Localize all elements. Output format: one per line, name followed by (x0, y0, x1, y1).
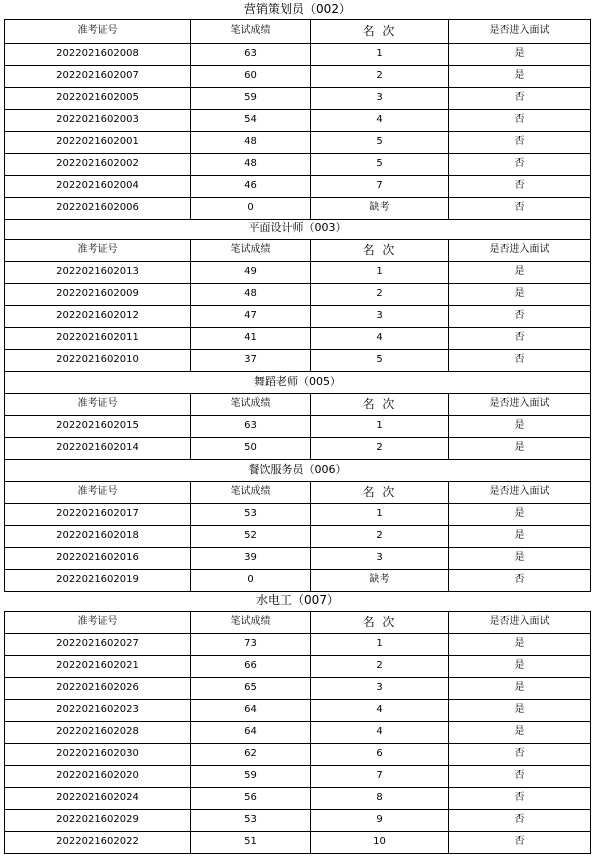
score-cell: 48 (191, 153, 311, 175)
table-row (5, 633, 591, 655)
rank-cell: 1 (311, 633, 449, 655)
table-row (5, 305, 591, 327)
rank-cell: 7 (311, 175, 449, 197)
interview-cell: 否 (449, 131, 591, 153)
rank-cell: 2 (311, 525, 449, 547)
rank-cell: 5 (311, 349, 449, 371)
table-row (5, 831, 591, 853)
score-cell: 49 (191, 261, 311, 283)
header-score: 笔试成绩 (191, 239, 311, 261)
table-header-row (5, 239, 591, 261)
header-rank: 名 次 (311, 611, 449, 633)
rank-cell: 3 (311, 87, 449, 109)
header-exam-no: 准考证号 (5, 481, 191, 503)
exam-no-cell: 2022021602028 (5, 721, 191, 743)
header-interview: 是否进入面试 (449, 239, 591, 261)
interview-cell: 否 (449, 809, 591, 831)
table-row (5, 809, 591, 831)
header-rank: 名 次 (311, 481, 449, 503)
score-cell: 51 (191, 831, 311, 853)
score-cell: 53 (191, 809, 311, 831)
exam-no-cell: 2022021602023 (5, 699, 191, 721)
rank-cell: 3 (311, 677, 449, 699)
exam-no-cell: 2022021602030 (5, 743, 191, 765)
score-cell: 66 (191, 655, 311, 677)
header-score: 笔试成绩 (191, 611, 311, 633)
exam-no-cell: 2022021602027 (5, 633, 191, 655)
table-row (5, 677, 591, 699)
exam-no-cell: 2022021602011 (5, 327, 191, 349)
score-cell: 59 (191, 765, 311, 787)
table-row (5, 327, 591, 349)
header-interview: 是否进入面试 (449, 611, 591, 633)
header-exam-no: 准考证号 (5, 19, 191, 43)
interview-cell: 是 (449, 283, 591, 305)
section-title: 水电工（007） (5, 590, 591, 611)
score-cell: 37 (191, 349, 311, 371)
results-table-catering-server (4, 459, 591, 592)
rank-cell: 5 (311, 153, 449, 175)
score-cell: 60 (191, 65, 311, 87)
exam-no-cell: 2022021602004 (5, 175, 191, 197)
interview-cell: 是 (449, 415, 591, 437)
exam-no-cell: 2022021602006 (5, 197, 191, 219)
interview-cell: 否 (449, 327, 591, 349)
exam-no-cell: 2022021602013 (5, 261, 191, 283)
header-score: 笔试成绩 (191, 19, 311, 43)
header-rank: 名 次 (311, 19, 449, 43)
rank-cell: 10 (311, 831, 449, 853)
section-title-row (5, 590, 591, 611)
results-table-marketing-planner (4, 0, 591, 220)
exam-no-cell: 2022021602017 (5, 503, 191, 525)
section-title: 舞蹈老师（005） (5, 371, 591, 393)
table-row (5, 153, 591, 175)
table-row (5, 503, 591, 525)
results-table-dance-teacher (4, 371, 591, 460)
interview-cell: 是 (449, 43, 591, 65)
table-row (5, 525, 591, 547)
interview-cell: 否 (449, 743, 591, 765)
exam-no-cell: 2022021602029 (5, 809, 191, 831)
score-cell: 52 (191, 525, 311, 547)
rank-cell: 1 (311, 261, 449, 283)
rank-cell: 2 (311, 283, 449, 305)
header-interview: 是否进入面试 (449, 19, 591, 43)
score-cell: 48 (191, 283, 311, 305)
score-cell: 39 (191, 547, 311, 569)
rank-cell: 3 (311, 305, 449, 327)
table-row (5, 87, 591, 109)
table-header-row (5, 611, 591, 633)
header-exam-no: 准考证号 (5, 239, 191, 261)
exam-no-cell: 2022021602003 (5, 109, 191, 131)
exam-no-cell: 2022021602019 (5, 569, 191, 591)
table-header-row (5, 393, 591, 415)
exam-no-cell: 2022021602008 (5, 43, 191, 65)
rank-cell: 5 (311, 131, 449, 153)
interview-cell: 是 (449, 699, 591, 721)
section-title: 营销策划员（002） (5, 0, 591, 19)
exam-no-cell: 2022021602021 (5, 655, 191, 677)
interview-cell: 否 (449, 153, 591, 175)
table-row (5, 261, 591, 283)
exam-no-cell: 2022021602014 (5, 437, 191, 459)
table-row (5, 197, 591, 219)
rank-cell: 3 (311, 547, 449, 569)
table-row (5, 765, 591, 787)
interview-cell: 是 (449, 525, 591, 547)
section-title: 餐饮服务员（006） (5, 459, 591, 481)
exam-no-cell: 2022021602010 (5, 349, 191, 371)
rank-cell: 7 (311, 765, 449, 787)
score-cell: 73 (191, 633, 311, 655)
exam-no-cell: 2022021602001 (5, 131, 191, 153)
interview-cell: 否 (449, 787, 591, 809)
score-cell: 63 (191, 43, 311, 65)
rank-cell: 缺考 (311, 197, 449, 219)
table-row (5, 743, 591, 765)
header-rank: 名 次 (311, 239, 449, 261)
section-title: 平面设计师（003） (5, 217, 591, 239)
exam-no-cell: 2022021602002 (5, 153, 191, 175)
table-header-row (5, 19, 591, 43)
header-rank: 名 次 (311, 393, 449, 415)
score-cell: 53 (191, 503, 311, 525)
exam-no-cell: 2022021602007 (5, 65, 191, 87)
rank-cell: 4 (311, 327, 449, 349)
exam-no-cell: 2022021602009 (5, 283, 191, 305)
interview-cell: 是 (449, 261, 591, 283)
rank-cell: 9 (311, 809, 449, 831)
header-score: 笔试成绩 (191, 393, 311, 415)
table-row (5, 65, 591, 87)
score-cell: 0 (191, 197, 311, 219)
rank-cell: 4 (311, 109, 449, 131)
exam-no-cell: 2022021602005 (5, 87, 191, 109)
rank-cell: 8 (311, 787, 449, 809)
table-row (5, 569, 591, 591)
rank-cell: 缺考 (311, 569, 449, 591)
header-interview: 是否进入面试 (449, 481, 591, 503)
score-cell: 64 (191, 699, 311, 721)
score-cell: 54 (191, 109, 311, 131)
interview-cell: 否 (449, 109, 591, 131)
table-row (5, 415, 591, 437)
rank-cell: 1 (311, 503, 449, 525)
table-row (5, 787, 591, 809)
interview-cell: 是 (449, 503, 591, 525)
section-title-row (5, 0, 591, 19)
rank-cell: 2 (311, 655, 449, 677)
table-row (5, 349, 591, 371)
exam-no-cell: 2022021602016 (5, 547, 191, 569)
interview-cell: 是 (449, 677, 591, 699)
exam-no-cell: 2022021602024 (5, 787, 191, 809)
score-cell: 64 (191, 721, 311, 743)
interview-cell: 否 (449, 305, 591, 327)
score-cell: 47 (191, 305, 311, 327)
rank-cell: 4 (311, 721, 449, 743)
interview-cell: 是 (449, 633, 591, 655)
table-row (5, 43, 591, 65)
score-cell: 41 (191, 327, 311, 349)
section-title-row (5, 459, 591, 481)
interview-cell: 是 (449, 655, 591, 677)
rank-cell: 2 (311, 437, 449, 459)
interview-cell: 是 (449, 65, 591, 87)
score-cell: 56 (191, 787, 311, 809)
table-row (5, 109, 591, 131)
table-row (5, 437, 591, 459)
table-row (5, 283, 591, 305)
exam-no-cell: 2022021602012 (5, 305, 191, 327)
table-row (5, 699, 591, 721)
rank-cell: 2 (311, 65, 449, 87)
interview-cell: 否 (449, 349, 591, 371)
score-cell: 50 (191, 437, 311, 459)
exam-no-cell: 2022021602018 (5, 525, 191, 547)
exam-no-cell: 2022021602026 (5, 677, 191, 699)
header-exam-no: 准考证号 (5, 611, 191, 633)
interview-cell: 否 (449, 87, 591, 109)
score-cell: 63 (191, 415, 311, 437)
section-title-row (5, 217, 591, 239)
section-title-row (5, 371, 591, 393)
score-cell: 62 (191, 743, 311, 765)
interview-cell: 否 (449, 831, 591, 853)
results-table-electrician (4, 590, 591, 854)
table-row (5, 721, 591, 743)
score-cell: 46 (191, 175, 311, 197)
score-cell: 65 (191, 677, 311, 699)
table-row (5, 547, 591, 569)
header-interview: 是否进入面试 (449, 393, 591, 415)
interview-cell: 是 (449, 437, 591, 459)
interview-cell: 否 (449, 197, 591, 219)
table-row (5, 655, 591, 677)
table-row (5, 131, 591, 153)
interview-cell: 否 (449, 569, 591, 591)
table-header-row (5, 481, 591, 503)
table-row (5, 175, 591, 197)
exam-no-cell: 2022021602015 (5, 415, 191, 437)
rank-cell: 6 (311, 743, 449, 765)
exam-no-cell: 2022021602020 (5, 765, 191, 787)
interview-cell: 否 (449, 175, 591, 197)
header-exam-no: 准考证号 (5, 393, 191, 415)
score-cell: 0 (191, 569, 311, 591)
interview-cell: 是 (449, 547, 591, 569)
header-score: 笔试成绩 (191, 481, 311, 503)
results-table-graphic-designer (4, 217, 591, 372)
exam-no-cell: 2022021602022 (5, 831, 191, 853)
score-cell: 48 (191, 131, 311, 153)
rank-cell: 1 (311, 43, 449, 65)
interview-cell: 否 (449, 765, 591, 787)
interview-cell: 是 (449, 721, 591, 743)
score-cell: 59 (191, 87, 311, 109)
rank-cell: 4 (311, 699, 449, 721)
rank-cell: 1 (311, 415, 449, 437)
